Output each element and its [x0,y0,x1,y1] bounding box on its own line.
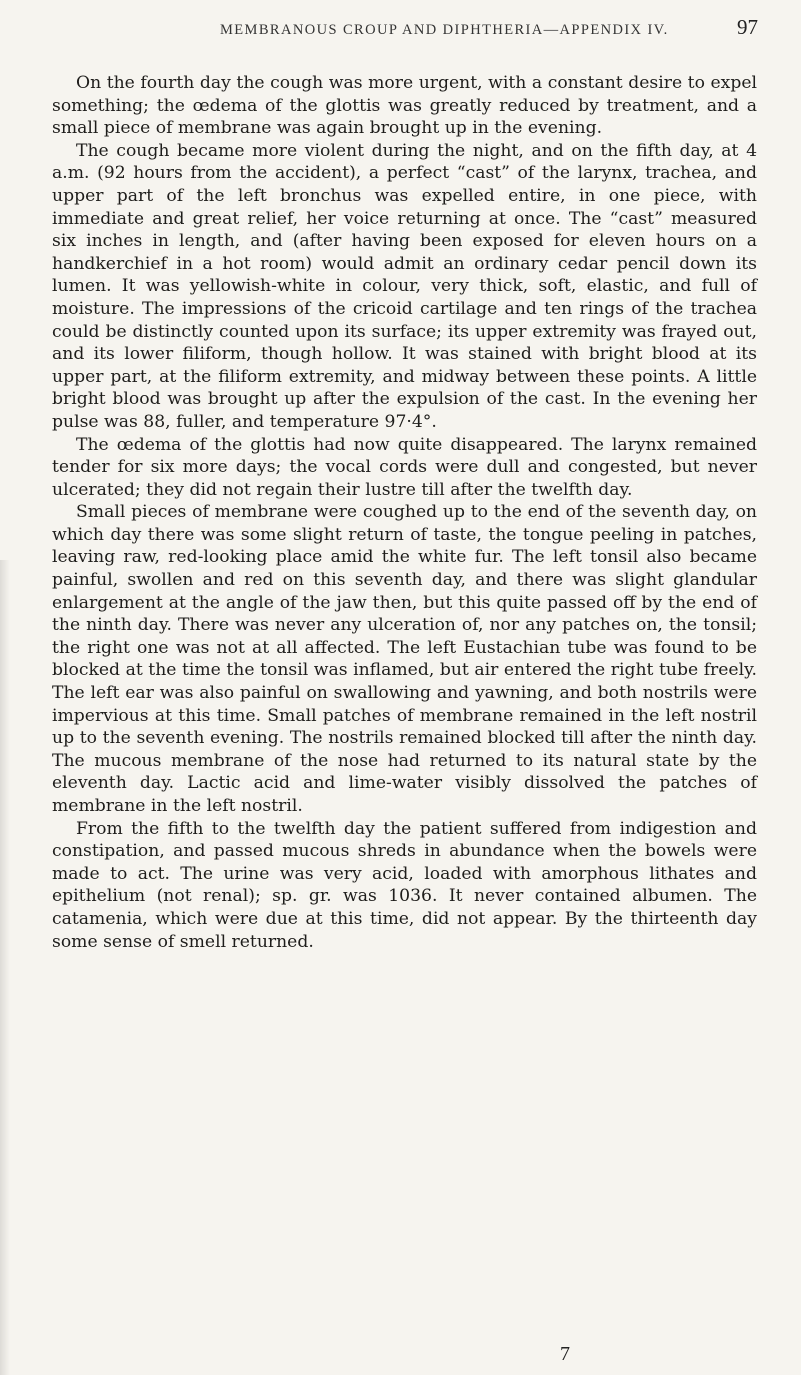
paragraph-cast-expelled: The cough became more violent during the night, and on the fifth day, at 4 a.m. (92 hours from the accident), a perfect “cast” of the larynx, trachea, and upper part of the left bronchus was expelled entire, in one piece, with immediate and great relief, her voice returning at once. The “cast” measured six inches in length, and (after having been exposed for eleven hours on a handkerchief in a hot room) would admit an ordinary cedar pencil down its lumen. It was yellowish-white in colour, very thick, soft, elastic, and full of moisture. The impressions of the cricoid cartilage and ten rings of the trachea could be distinctly counted upon its surface; its upper extremity was frayed out, and its lower filiform, though hollow. It was stained with bright blood at its upper part, at the filiform extremity, and midway between these points. A little bright blood was brought up after the expulsion of the cast. In the evening her pulse was 88, fuller, and temperature 97·4°. [52,140,757,432]
page-edge-shadow [0,560,10,1375]
signature-mark: 7 [560,1343,570,1365]
paragraph-membrane-pieces: Small pieces of membrane were coughed up to the end of the seventh day, on which day there was some slight return of taste, the tongue peeling in patches, leaving raw, red-looking place amid the white fur. The left tonsil also became painful, swollen and red on this seventh day, and there was slight glandular enlargement at the angle of the jaw then, but this quite passed off by the end of the ninth day. There was never any ulceration of, nor any patches on, the tonsil; the right one was not at all affected. The left Eustachian tube was found to be blocked at the time the tonsil was inflamed, but air entered the right tube freely. The left ear was also painful on swallowing and yawning, and both nostrils were impervious at this time. Small patches of membrane remained in the left nostril up to the seventh evening. The nostrils remained blocked till after the ninth day. The mucous membrane of the nose had returned to its natural state by the eleventh day. Lactic acid and lime-water visibly dissolved the patches of membrane in the left nostril. [52,502,757,816]
body-text [52,72,757,953]
page-number: 97 [737,15,758,39]
paragraph-oedema-disappeared: The œdema of the glottis had now quite disappeared. The larynx remained tender for six more days; the vocal cords were dull and congested, but never ulcerated; they did not regain their lustre till after the twelfth day. [52,434,757,500]
running-head: MEMBRANOUS CROUP AND DIPHTHERIA—APPENDIX IV. [220,22,669,38]
paragraph-indigestion: From the fifth to the twelfth day the patient suffered from indigestion and constipation, and passed mucous shreds in abundance when the bowels were made to act. The urine was very acid, loaded with amorphous lithates and epithelium (not renal); sp. gr. was 1036. It never contained albumen. The catamenia, which were due at this time, did not appear. By the thirteenth day some sense of smell returned. [52,818,757,952]
page-header [40,10,771,46]
paragraph-fourth-day: On the fourth day the cough was more urgent, with a constant desire to expel something; the œdema of the glottis was greatly reduced by treatment, and a small piece of membrane was again brought up in the evening. [52,73,757,139]
